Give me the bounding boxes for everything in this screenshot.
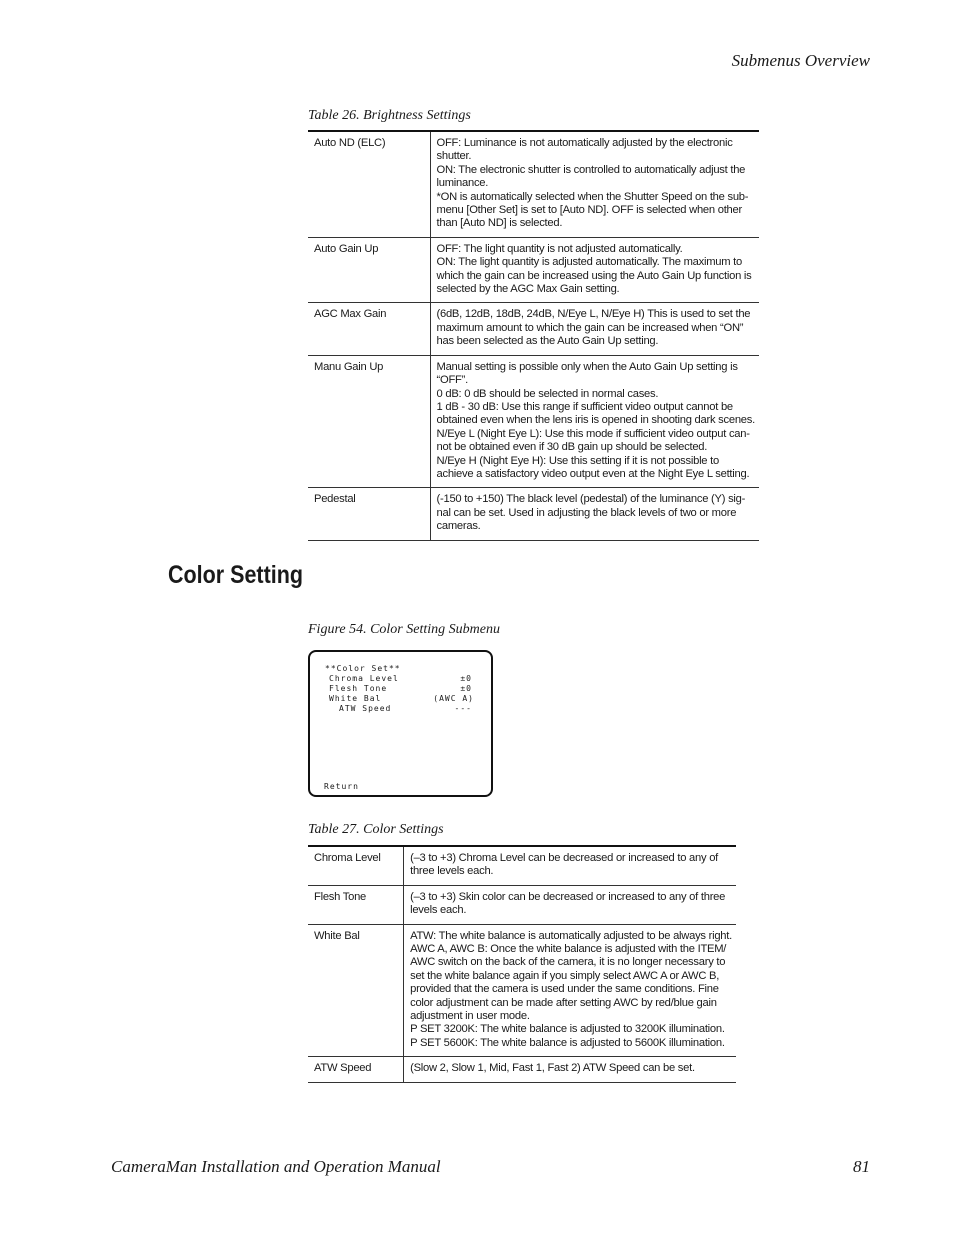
description-line: “OFF”. bbox=[436, 374, 468, 387]
description-line: (Slow 2, Slow 1, Mid, Fast 1, Fast 2) ATW Speed can be set. bbox=[410, 1062, 695, 1075]
parameter-name: Manu Gain Up bbox=[308, 355, 430, 488]
footer-manual-title: CameraMan Installation and Operation Manual bbox=[111, 1157, 441, 1176]
description-line: P SET 5600K: The white balance is adjusted to 5600K illumination. bbox=[410, 1036, 725, 1049]
parameter-name: Flesh Tone bbox=[308, 885, 404, 924]
description-line: (–3 to +3) Skin color can be decreased or increased to any of three bbox=[410, 890, 726, 903]
description-line: maximum amount to which the gain can be increased when “ON” bbox=[436, 321, 744, 334]
brightness-settings-table bbox=[308, 130, 759, 541]
description-line: 0 dB: 0 dB should be selected in normal cases. bbox=[436, 387, 659, 400]
menu-item-chroma-level: Chroma Level bbox=[329, 674, 399, 683]
description-line: (-150 to +150) The black level (pedestal) of the luminance (Y) sig- bbox=[436, 493, 746, 506]
description-line: menu [Other Set] is set to [Auto ND]. OFF is selected when other bbox=[436, 204, 742, 217]
description-line: not be obtained even if 30 dB gain up should be selected. bbox=[436, 441, 708, 454]
parameter-description bbox=[404, 846, 736, 885]
parameter-description bbox=[404, 885, 736, 924]
running-header: Submenus Overview bbox=[731, 51, 870, 70]
table-row bbox=[308, 131, 759, 237]
table-row bbox=[308, 1057, 736, 1082]
parameter-name: White Bal bbox=[308, 924, 404, 1057]
parameter-name: Chroma Level bbox=[308, 846, 404, 885]
description-line: three levels each. bbox=[410, 865, 494, 878]
description-line: ATW: The white balance is automatically adjusted to be always right. bbox=[410, 929, 732, 942]
menu-value-white-bal: (AWC A) bbox=[433, 694, 474, 703]
page-number: 81 bbox=[853, 1157, 870, 1176]
description-line: ON: The electronic shutter is controlled to automatically adjust the bbox=[436, 163, 746, 176]
color-settings-table bbox=[308, 845, 736, 1083]
parameter-description bbox=[430, 488, 759, 540]
description-line: set the white balance again if you simply select AWC A or AWC B, bbox=[410, 969, 720, 982]
description-line: achieve a satisfactory video output even at the Night Eye L setting. bbox=[436, 467, 750, 480]
description-line: obtained even when the lens iris is opened in shooting dark scenes. bbox=[436, 414, 755, 427]
parameter-description bbox=[430, 355, 759, 488]
menu-item-flesh-tone: Flesh Tone bbox=[329, 684, 388, 693]
menu-value-chroma-level: ±0 bbox=[460, 674, 472, 683]
description-line: Manual setting is possible only when the Auto Gain Up setting is bbox=[436, 360, 738, 373]
parameter-description bbox=[404, 1057, 736, 1082]
parameter-description bbox=[430, 131, 759, 237]
description-line: nal can be set. Used in adjusting the black levels of two or more bbox=[436, 506, 737, 519]
description-line: (6dB, 12dB, 18dB, 24dB, N/Eye L, N/Eye H) This is used to set the bbox=[436, 308, 751, 321]
description-line: ON: The light quantity is adjusted automatically. The maximum to bbox=[436, 256, 742, 269]
description-line: luminance. bbox=[436, 177, 489, 190]
description-line: than [Auto ND] is selected. bbox=[436, 217, 563, 230]
table-row bbox=[308, 355, 759, 488]
table-row bbox=[308, 488, 759, 540]
description-line: adjustment in user mode. bbox=[410, 1010, 530, 1023]
description-line: P SET 3200K: The white balance is adjusted to 3200K illumination. bbox=[410, 1023, 725, 1036]
description-line: provided that the camera is used under the same conditions. Fine bbox=[410, 983, 719, 996]
description-line: shutter. bbox=[436, 150, 472, 163]
parameter-description bbox=[430, 237, 759, 303]
parameter-description bbox=[430, 303, 759, 355]
description-line: OFF: Luminance is not automatically adjusted by the electronic bbox=[436, 137, 733, 149]
parameter-name: Pedestal bbox=[308, 488, 430, 540]
table-26-caption: Table 26. Brightness Settings bbox=[308, 108, 471, 123]
table-row bbox=[308, 846, 736, 885]
color-set-menu-screen bbox=[308, 650, 493, 797]
description-line: selected by the AGC Max Gain setting. bbox=[436, 283, 620, 296]
menu-return: Return bbox=[324, 782, 359, 791]
description-line: which the gain can be increased using the Auto Gain Up function is bbox=[436, 269, 752, 282]
description-line: OFF: The light quantity is not adjusted automatically. bbox=[436, 242, 683, 255]
table-row bbox=[308, 885, 736, 924]
description-line: has been selected as the Auto Gain Up setting. bbox=[436, 335, 659, 348]
parameter-description bbox=[404, 924, 736, 1057]
table-row bbox=[308, 237, 759, 303]
description-line: cameras. bbox=[436, 520, 481, 533]
table-row bbox=[308, 924, 736, 1057]
parameter-name: ATW Speed bbox=[308, 1057, 404, 1082]
description-line: N/Eye L (Night Eye L): Use this mode if sufficient video output can- bbox=[436, 427, 750, 440]
description-line: (–3 to +3) Chroma Level can be decreased or increased to any of bbox=[410, 852, 719, 864]
menu-title: **Color Set** bbox=[325, 664, 401, 673]
description-line: color adjustment can be made after setting AWC by red/blue gain bbox=[410, 996, 717, 1009]
parameter-name: Auto ND (ELC) bbox=[308, 131, 430, 237]
description-line: levels each. bbox=[410, 904, 467, 917]
figure-54-caption: Figure 54. Color Setting Submenu bbox=[308, 622, 500, 637]
menu-value-atw-speed: --- bbox=[454, 704, 472, 713]
description-line: 1 dB - 30 dB: Use this range if sufficient video output cannot be bbox=[436, 400, 733, 413]
description-line: N/Eye H (Night Eye H): Use this setting if it is not possible to bbox=[436, 454, 719, 467]
menu-item-white-bal: White Bal bbox=[329, 694, 382, 703]
description-line: AWC A, AWC B: Once the white balance is adjusted with the ITEM/ bbox=[410, 943, 727, 956]
parameter-name: Auto Gain Up bbox=[308, 237, 430, 303]
table-27-caption: Table 27. Color Settings bbox=[308, 822, 444, 837]
table-row bbox=[308, 303, 759, 355]
section-heading: Color Setting bbox=[168, 561, 303, 589]
menu-value-flesh-tone: ±0 bbox=[460, 684, 472, 693]
description-line: AWC switch on the back of the camera, it is no longer necessary to bbox=[410, 956, 726, 969]
menu-item-atw-speed: ATW Speed bbox=[339, 704, 392, 713]
description-line: *ON is automatically selected when the Shutter Speed on the sub- bbox=[436, 190, 749, 203]
parameter-name: AGC Max Gain bbox=[308, 303, 430, 355]
